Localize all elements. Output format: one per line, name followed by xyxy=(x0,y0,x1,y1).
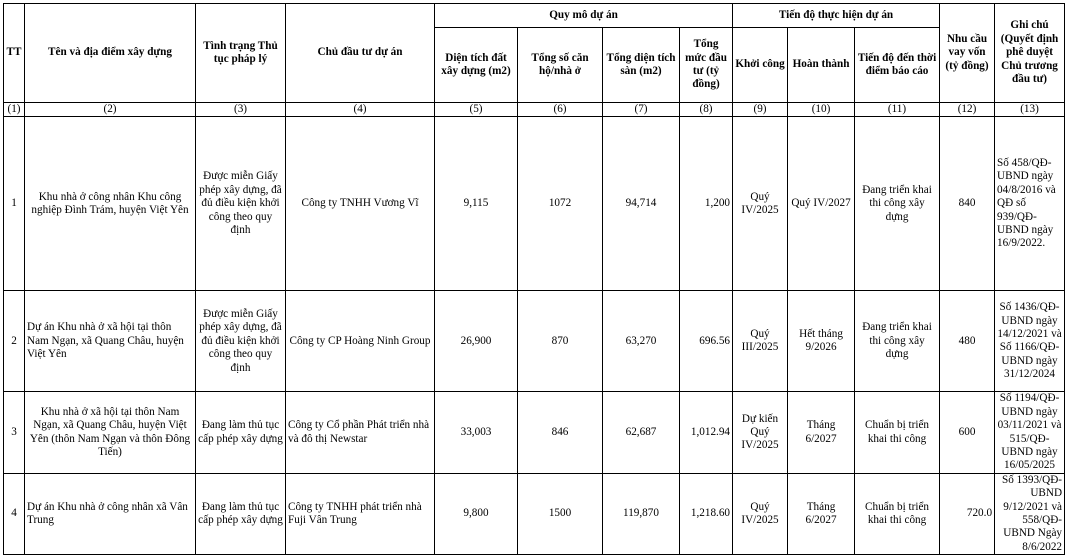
column-number: (13) xyxy=(995,103,1065,117)
column-number: (5) xyxy=(435,103,518,117)
column-number: (10) xyxy=(788,103,855,117)
cell-start: Dự kiến Quý IV/2025 xyxy=(733,392,788,473)
cell-tt: 1 xyxy=(4,117,25,291)
column-number-row xyxy=(4,103,1065,117)
cell-name: Dự án Khu nhà ở xã hội tại thôn Nam Ngạn, xã Quang Châu, huyện Việt Yên xyxy=(25,291,196,392)
header-status: Tiến độ đến thời điểm báo cáo xyxy=(855,28,940,103)
table-row xyxy=(4,392,1065,473)
cell-finish: Quý IV/2027 xyxy=(788,117,855,291)
cell-legal: Được miễn Giấy phép xây dựng, đã đủ điều kiện khởi công theo quy định xyxy=(196,117,286,291)
cell-status: Chuẩn bị triển khai thi công xyxy=(855,392,940,473)
cell-note: Số 458/QĐ-UBND ngày 04/8/2016 và QĐ số 939/QĐ-UBND ngày 16/9/2022. xyxy=(995,117,1065,291)
cell-investor: Công ty TNHH phát triển nhà Fuji Vân Trung xyxy=(286,473,435,554)
column-number: (1) xyxy=(4,103,25,117)
cell-note: Số 1393/QĐ-UBND 9/12/2021 và 558/QĐ-UBND Ngày 8/6/2022 xyxy=(995,473,1065,554)
header-scale: Quy mô dự án xyxy=(435,4,733,28)
column-number: (11) xyxy=(855,103,940,117)
table-row xyxy=(4,473,1065,554)
header-row-1 xyxy=(4,4,1065,28)
cell-floor-area: 94,714 xyxy=(603,117,680,291)
table-row xyxy=(4,291,1065,392)
column-number: (7) xyxy=(603,103,680,117)
cell-loan: 600 xyxy=(940,392,995,473)
cell-investment: 1,200 xyxy=(680,117,733,291)
cell-legal: Đang làm thủ tục cấp phép xây dựng xyxy=(196,473,286,554)
cell-land-area: 9,115 xyxy=(435,117,518,291)
cell-finish: Tháng 6/2027 xyxy=(788,392,855,473)
column-number: (12) xyxy=(940,103,995,117)
column-number: (8) xyxy=(680,103,733,117)
cell-floor-area: 62,687 xyxy=(603,392,680,473)
cell-floor-area: 119,870 xyxy=(603,473,680,554)
header-investment: Tổng mức đầu tư (tỷ đồng) xyxy=(680,28,733,103)
cell-status: Đang triển khai thi công xây dựng xyxy=(855,117,940,291)
cell-note: Số 1194/QĐ-UBND ngày 03/11/2021 và 515/QĐ-UBND ngày 16/05/2025 xyxy=(995,392,1065,473)
cell-loan: 480 xyxy=(940,291,995,392)
header-units: Tổng số căn hộ/nhà ở xyxy=(518,28,603,103)
cell-investor: Công ty TNHH Vương Vĩ xyxy=(286,117,435,291)
cell-land-area: 33,003 xyxy=(435,392,518,473)
column-number: (3) xyxy=(196,103,286,117)
cell-units: 846 xyxy=(518,392,603,473)
cell-legal: Đang làm thủ tục cấp phép xây dựng xyxy=(196,392,286,473)
header-legal: Tình trạng Thủ tục pháp lý xyxy=(196,4,286,103)
header-floor-area: Tổng diện tích sàn (m2) xyxy=(603,28,680,103)
cell-start: Quý IV/2025 xyxy=(733,117,788,291)
header-name: Tên và địa điểm xây dựng xyxy=(25,4,196,103)
cell-start: Quý III/2025 xyxy=(733,291,788,392)
cell-units: 1072 xyxy=(518,117,603,291)
header-start: Khởi công xyxy=(733,28,788,103)
cell-finish: Hết tháng 9/2026 xyxy=(788,291,855,392)
cell-name: Khu nhà ở công nhân Khu công nghiệp Đình Trám, huyện Việt Yên xyxy=(25,117,196,291)
cell-status: Đang triển khai thi công xây dựng xyxy=(855,291,940,392)
cell-investment: 696.56 xyxy=(680,291,733,392)
header-tt: TT xyxy=(4,4,25,103)
header-progress: Tiến độ thực hiện dự án xyxy=(733,4,940,28)
cell-land-area: 9,800 xyxy=(435,473,518,554)
cell-loan: 720.0 xyxy=(940,473,995,554)
cell-investor: Công ty Cổ phần Phát triển nhà và đô thị Newstar xyxy=(286,392,435,473)
cell-tt: 2 xyxy=(4,291,25,392)
cell-finish: Tháng 6/2027 xyxy=(788,473,855,554)
cell-name: Khu nhà ở xã hội tại thôn Nam Ngạn, xã Quang Châu, huyện Việt Yên (thôn Nam Ngạn và thôn Đông Tiến) xyxy=(25,392,196,473)
cell-loan: 840 xyxy=(940,117,995,291)
column-number: (6) xyxy=(518,103,603,117)
project-table xyxy=(3,3,1065,555)
cell-investor: Công ty CP Hoàng Ninh Group xyxy=(286,291,435,392)
cell-tt: 3 xyxy=(4,392,25,473)
cell-tt: 4 xyxy=(4,473,25,554)
header-note: Ghi chú (Quyết định phê duyệt Chủ trương đầu tư) xyxy=(995,4,1065,103)
header-land-area: Diện tích đất xây dựng (m2) xyxy=(435,28,518,103)
cell-note: Số 1436/QĐ-UBND ngày 14/12/2021 và Số 1166/QĐ-UBND ngày 31/12/2024 xyxy=(995,291,1065,392)
cell-units: 1500 xyxy=(518,473,603,554)
column-number: (2) xyxy=(25,103,196,117)
header-finish: Hoàn thành xyxy=(788,28,855,103)
cell-investment: 1,218.60 xyxy=(680,473,733,554)
header-investor: Chủ đầu tư dự án xyxy=(286,4,435,103)
column-number: (4) xyxy=(286,103,435,117)
cell-floor-area: 63,270 xyxy=(603,291,680,392)
header-loan: Nhu cầu vay vốn (tỷ đồng) xyxy=(940,4,995,103)
cell-investment: 1,012.94 xyxy=(680,392,733,473)
cell-units: 870 xyxy=(518,291,603,392)
cell-land-area: 26,900 xyxy=(435,291,518,392)
cell-name: Dự án Khu nhà ở công nhân xã Vân Trung xyxy=(25,473,196,554)
cell-status: Chuẩn bị triển khai thi công xyxy=(855,473,940,554)
table-row xyxy=(4,117,1065,291)
column-number: (9) xyxy=(733,103,788,117)
cell-legal: Được miễn Giấy phép xây dựng, đã đủ điều kiện khởi công theo quy định xyxy=(196,291,286,392)
cell-start: Quý IV/2025 xyxy=(733,473,788,554)
